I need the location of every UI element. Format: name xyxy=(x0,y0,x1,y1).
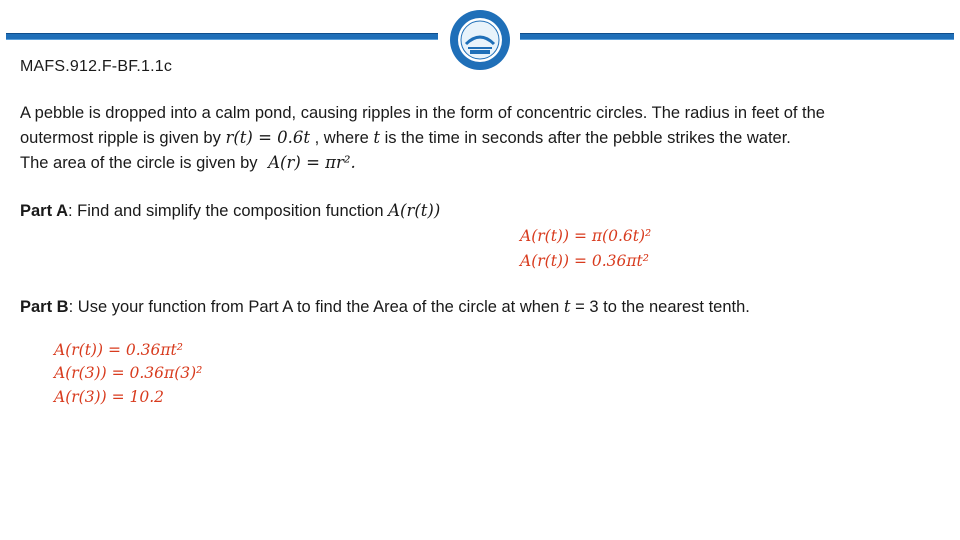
problem-line-2-pre: outermost ripple is given by xyxy=(20,129,221,147)
part-b-answer-1: A(r(t)) = 0.36πt² xyxy=(54,341,184,359)
area-function: A(r) = πr². xyxy=(268,153,356,172)
part-b-answer-3: A(r(3)) = 10.2 xyxy=(54,388,165,406)
part-a-label: Part A xyxy=(20,202,68,220)
header-rule-right xyxy=(520,33,954,40)
part-a-text: : Find and simplify the composition function xyxy=(68,202,384,220)
composition-function: A(r(t)) xyxy=(388,201,441,220)
part-b-text-post: = 3 to the nearest tenth. xyxy=(575,298,750,316)
part-a-prompt xyxy=(20,201,440,221)
part-b-prompt xyxy=(20,297,750,317)
time-variable: t xyxy=(373,128,380,147)
part-b-text: : Use your function from Part A to find the Area of the circle at when xyxy=(68,298,560,316)
district-seal-logo xyxy=(448,8,512,72)
problem-line-2 xyxy=(20,128,791,148)
problem-line-2-post: , where xyxy=(314,129,369,147)
problem-line-3-pre: The area of the circle is given by xyxy=(20,154,258,172)
radius-function: r(t) = 0.6t xyxy=(225,128,311,147)
part-b-variable: t xyxy=(563,297,571,316)
part-b-answer-2: A(r(3)) = 0.36π(3)² xyxy=(54,364,203,382)
part-a-answer-1: A(r(t)) = π(0.6t)² xyxy=(520,227,652,245)
part-a-answer-2: A(r(t)) = 0.36πt² xyxy=(520,252,650,270)
problem-line-3 xyxy=(20,153,356,173)
part-b-label: Part B xyxy=(20,298,69,316)
problem-line-2-end: is the time in seconds after the pebble strikes the water. xyxy=(384,129,791,147)
header-rule-left xyxy=(6,33,438,40)
standard-code: MAFS.912.F-BF.1.1c xyxy=(20,58,173,75)
problem-line-1: A pebble is dropped into a calm pond, causing ripples in the form of concentric circles. The radius in feet of the xyxy=(20,104,825,122)
